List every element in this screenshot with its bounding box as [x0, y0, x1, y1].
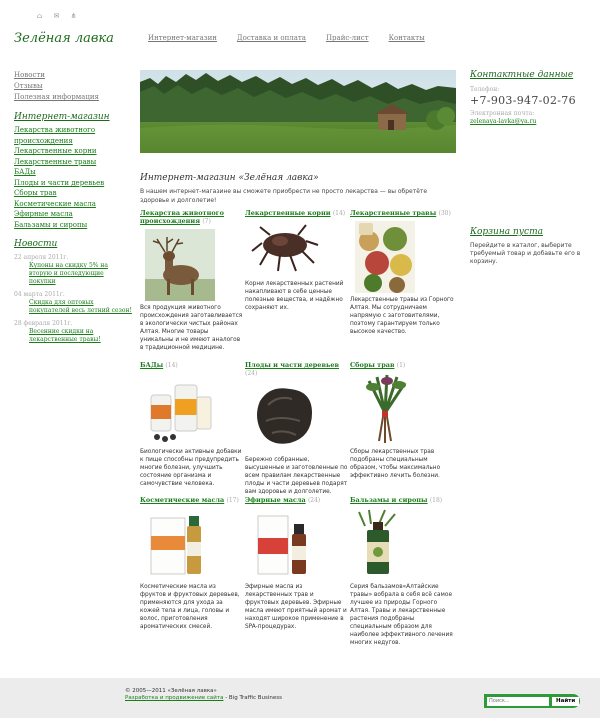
developer-suffix: - Big Traffic Business — [223, 695, 283, 701]
category-item[interactable]: Лекарственные корни — [14, 147, 97, 155]
nav-shop[interactable]: Интернет-магазин — [148, 34, 217, 42]
product-card — [140, 209, 245, 361]
category-list — [14, 125, 132, 230]
product-title[interactable]: Эфирные масла — [245, 496, 306, 504]
product-count: (17) — [226, 497, 239, 504]
product-count: (18) — [429, 497, 443, 504]
news-item — [14, 319, 132, 344]
search-input[interactable] — [487, 697, 549, 706]
product-description: Косметические масла из фруктов и фруктовых деревьев, применяются для ухода за кожей тела и лица, головы и волос, приготовления ароматических смесей. — [140, 584, 240, 630]
product-image-mushroom[interactable] — [250, 381, 320, 453]
home-icon[interactable]: ⌂ — [36, 12, 43, 20]
category-item[interactable]: Лекарства животного происхождения — [14, 126, 96, 145]
nav-pricelist[interactable]: Прайс-лист — [325, 34, 369, 42]
left-sidebar — [14, 70, 132, 344]
product-description: Эфирные масла из лекарственных трав и фруктовых деревьев. Эфирные масла имеют приятный аромат и находят широкое применение в SPA-процедурах. — [245, 584, 347, 630]
product-count: (7) — [202, 218, 211, 225]
mail-icon[interactable]: ✉ — [53, 12, 60, 20]
product-title[interactable]: Лекарственные корни — [245, 209, 331, 217]
product-grid — [140, 209, 456, 656]
page-title: Интернет-магазин «Зелёная лавка» — [140, 173, 319, 183]
category-item[interactable]: Бальзамы и сиропы — [14, 220, 88, 229]
product-count: (24) — [307, 497, 321, 504]
sidebar-link-news[interactable]: Новости — [14, 71, 45, 79]
product-title[interactable]: Лекарства животного происхождения — [140, 209, 224, 225]
phone-label: Телефон: — [470, 86, 500, 93]
news-date: 22 апреля 2011г. — [14, 254, 69, 261]
search-form — [484, 694, 580, 708]
sidebar-shop-title[interactable]: Интернет-магазин — [14, 112, 110, 122]
product-description: Бережно собранные, высушенные и заготовленные по всем правилам лекарственные плоды и части деревьев подарят вам здоровье и долголетие. — [245, 457, 348, 495]
product-title[interactable]: Бальзамы и сиропы — [350, 496, 428, 504]
news-item — [14, 290, 132, 315]
product-count: (14) — [332, 210, 346, 217]
product-title[interactable]: Сборы трав — [350, 361, 395, 369]
product-description: Сборы лекарственных трав подобраны специальным образом, чтобы максимально эффективно лечить болезни. — [350, 449, 441, 479]
category-item[interactable]: Плоды и части деревьев — [14, 178, 105, 187]
product-card — [350, 496, 456, 656]
sitemap-icon[interactable]: ⋔ — [70, 12, 77, 20]
footer-copyright — [125, 688, 282, 702]
news-date: 04 марта 2011г. — [14, 291, 65, 298]
category-item[interactable]: Косметические масла — [14, 199, 96, 208]
product-card — [350, 361, 456, 496]
sidebar-link-reviews[interactable]: Отзывы — [14, 82, 43, 90]
product-title[interactable]: Косметические масла — [140, 496, 225, 504]
product-count: (24) — [245, 370, 258, 377]
product-image-deer[interactable] — [145, 229, 215, 301]
top-navigation — [148, 34, 445, 42]
product-image-supplements[interactable] — [145, 373, 215, 445]
footer — [0, 678, 600, 718]
product-title[interactable]: БАДы — [140, 361, 164, 369]
intro-text: В нашем интернет-магазине вы сможете приобрести не просто лекарства — вы обретёте здоровье и долголетие! — [140, 188, 428, 204]
category-item[interactable]: Сборы трав — [14, 189, 57, 197]
product-image-herbs[interactable] — [355, 221, 415, 293]
news-link[interactable]: Весенние скидки на лекарственные травы! — [29, 328, 101, 343]
product-card — [140, 496, 245, 656]
email-label: Электронная почта: — [470, 110, 535, 117]
cart-text: Перейдите в каталог, выберите требуемый товар и добавьте его в корзину. — [470, 242, 581, 265]
product-count: (14) — [165, 362, 178, 369]
product-description: Лекарственные травы из Горного Алтая. Мы сотрудничаем напрямую с заготовителями, поэтому гарантируем только высокое качество. — [350, 297, 454, 335]
category-item[interactable]: БАДы — [14, 168, 36, 176]
cart-title[interactable]: Корзина пуста — [470, 227, 543, 237]
product-card — [245, 361, 350, 496]
site-logo[interactable]: Зелёная лавка — [14, 31, 114, 46]
nav-contacts[interactable]: Контакты — [388, 34, 425, 42]
product-card — [140, 361, 245, 496]
product-count: (1) — [396, 362, 406, 369]
product-title[interactable]: Лекарственные травы — [350, 209, 437, 217]
category-item[interactable]: Лекарственные травы — [14, 157, 97, 166]
sidebar-top-links — [14, 70, 132, 103]
product-card — [245, 209, 350, 361]
product-description: Биологически активные добавки к пище способны предупредить многие болезни, улучшить состояние организма и самочувствие человека. — [140, 449, 242, 487]
search-button[interactable]: Найти — [552, 697, 579, 706]
product-image-balsam[interactable] — [355, 508, 405, 580]
product-description: Серия бальзамов«Алтайские травы» вобрала в себя всё самое лучшее из природы Горного Алтая. Травы и лекарственные растения подобраны специальным образом для наиболее эффективного лечения многих недугов. — [350, 584, 453, 646]
product-image-herb-bundle[interactable] — [355, 373, 415, 445]
phone-number: +7-903-947-02-76 — [470, 94, 576, 107]
email-link[interactable]: zelenaya-lavka@ya.ru — [470, 118, 537, 125]
product-image-cosmetic-oil[interactable] — [145, 508, 215, 580]
news-link[interactable]: Купоны на скидку 5% на вторую и последующие покупки — [29, 262, 108, 285]
sidebar-link-useful-info[interactable]: Полезная информация — [14, 93, 99, 101]
product-card — [245, 496, 350, 656]
product-description: Вся продукция животного происхождения заготавливается в экологически чистых районах Алтая. Многие товары уникальны и не имеют аналогов в традиционной медицине. — [140, 305, 243, 351]
product-title[interactable]: Плоды и части деревьев — [245, 361, 340, 369]
product-description: Корни лекарственных растений накапливают в себе ценные полезные вещества, и надёжно сохраняют их. — [245, 281, 344, 311]
hero-banner-image — [140, 70, 456, 153]
header-icons — [36, 13, 77, 20]
right-sidebar — [470, 70, 585, 266]
product-image-roots[interactable] — [250, 221, 320, 277]
contacts-title[interactable]: Контактные данные — [470, 70, 574, 80]
news-date: 28 февраля 2011г. — [14, 320, 73, 327]
category-item[interactable]: Эфирные масла — [14, 210, 73, 218]
product-image-essential-oil[interactable] — [250, 508, 320, 580]
nav-delivery[interactable]: Доставка и оплата — [236, 34, 306, 42]
sidebar-news-title[interactable]: Новости — [14, 239, 58, 249]
cart-block — [470, 227, 585, 266]
product-card — [350, 209, 456, 361]
developer-link[interactable]: Разработка и продвижение сайта — [125, 695, 224, 701]
news-item — [14, 253, 132, 286]
news-link[interactable]: Скидка для оптовых покупателей весь летний сезон! — [29, 299, 132, 314]
copyright-text: © 2005—2011 «Зелёная лавка» — [125, 688, 217, 694]
product-count: (30) — [438, 210, 451, 217]
